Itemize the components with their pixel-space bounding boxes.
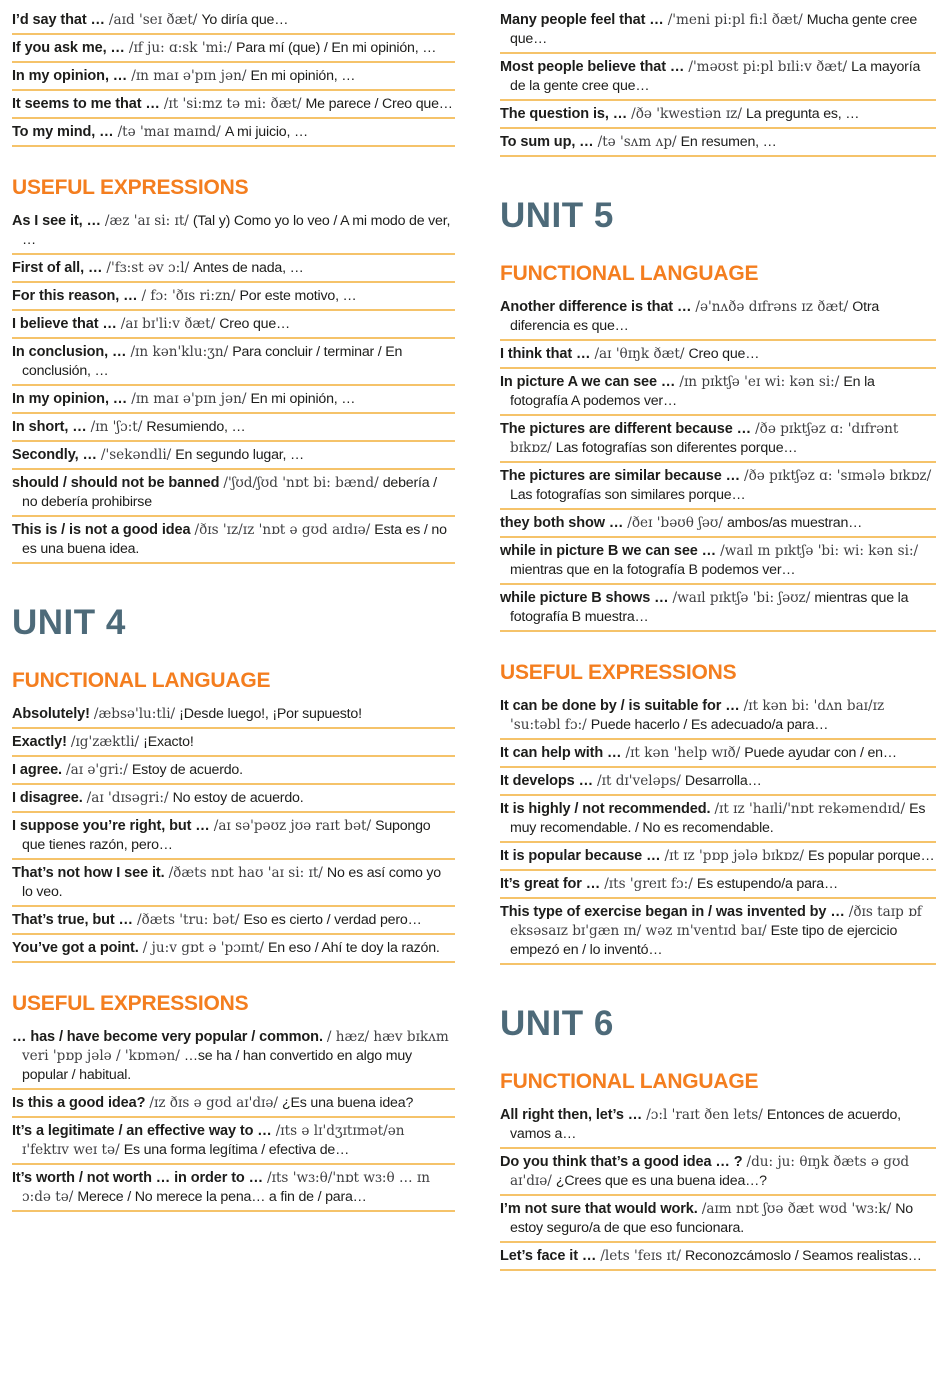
phrase-en: In short, … [12,419,87,435]
phrase-entry [500,419,936,463]
phrase-ipa: /du: ju: θɪŋk ðæts ə gʊd aɪ'dɪə/ [510,1154,910,1189]
phrase-es: En la fotografía A podemos ver… [510,374,875,409]
phrase-es: Puede ayudar con / en… [744,745,897,761]
phrase-ipa: / ju:v gɒt ə 'pɔɪnt/ [142,940,264,956]
phrase-ipa: /ðɪs taɪp ɒf eksəsaɪz bɪ'gæn ɪn/ wəz ɪn'ventɪd baɪ/ [510,904,922,939]
phrase-es: Es muy recomendable. / No es recomendable. [510,801,926,836]
phrase-en: The question is, … [500,106,628,122]
phrase-es: Resumiendo, … [146,419,246,435]
phrase-es: No estoy de acuerdo. [172,790,304,806]
phrase-en: It’s worth / not worth … in order to … [12,1170,264,1186]
phrase-es: Este tipo de ejercicio empezó en / lo inventó… [510,923,898,958]
phrase-es: Mucha gente cree que… [510,12,918,47]
phrase-entry [500,874,936,899]
phrase-es: ¡Exacto! [143,734,194,750]
phrase-es: …se ha / han convertido en algo muy popular / habitual. [22,1048,412,1083]
phrase-en: In conclusion, … [12,344,127,360]
phrase-es: En segundo lugar, … [175,447,304,463]
phrase-ipa: /ə'nʌðə dɪfrəns ɪz ðæt/ [695,299,849,315]
phrase-es: Para mí (que) / En mi opinión, … [236,40,437,56]
phrase-ipa: /'məʊst pi:pl bɪli:v ðæt/ [688,59,848,75]
phrase-es: No es así como yo lo veo. [22,865,441,900]
phrase-ipa: /aɪ 'θɪŋk ðæt/ [594,346,685,362]
phrase-entry [12,10,455,35]
phrase-ipa: /ɪt dɪ'veləps/ [597,773,681,789]
phrase-es: ¿Es una buena idea? [282,1095,414,1111]
phrase-es: En mi opinión, … [250,68,356,84]
phrase-ipa: /ɪts 'greɪt fɔ:/ [604,876,693,892]
phrase-en: It seems to me that … [12,96,160,112]
phrase-en: Exactly! [12,734,67,750]
phrase-ipa: /ɪn 'ʃɔ:t/ [90,419,143,435]
phrase-entry [12,94,455,119]
phrase-en: I think that … [500,346,591,362]
phrase-ipa: /ɪt ɪz 'haɪli/'nɒt rekəmendɪd/ [714,801,906,817]
phrase-entry [500,799,936,843]
phrase-entry [12,211,455,255]
phrase-entry [500,902,936,965]
column-right [500,10,936,1274]
phrase-entry [12,520,455,564]
section-heading: USEFUL EXPRESSIONS [500,661,737,684]
phrase-en: … has / have become very popular / common. [12,1029,323,1045]
phrase-entry [500,588,936,632]
phrase-entry [500,1199,936,1243]
phrase-es: Me parece / Creo que… [305,96,453,112]
phrase-entry [500,10,936,54]
phrase-en: The pictures are different because … [500,421,752,437]
phrase-entry [12,258,455,283]
phrase-entry [12,314,455,339]
phrase-entry [500,846,936,871]
phrase-es: Reconozcámoslo / Seamos realistas… [684,1248,922,1264]
phrase-entry [500,1105,936,1149]
phrase-ipa: /ɪn maɪ ə'pɪn jən/ [131,391,247,407]
section-heading: USEFUL EXPRESSIONS [12,992,249,1015]
phrase-es: En eso / Ahí te doy la razón. [267,940,440,956]
phrase-ipa: /ɪt kən 'help wɪð/ [625,745,741,761]
section-heading: FUNCTIONAL LANGUAGE [12,669,271,692]
phrase-es: Es estupendo/a para… [696,876,838,892]
phrase-entry [12,473,455,517]
phrase-ipa: /ðæts 'tru: bət/ [136,912,240,928]
phrase-en: In picture A we can see … [500,374,676,390]
phrase-ipa: /ðeɪ 'bəʊθ ʃəʊ/ [627,515,723,531]
phrase-ipa: /aɪ 'dɪsəgri:/ [86,790,169,806]
phrase-ipa: /aɪ ə'gri:/ [66,762,128,778]
phrase-ipa: /waɪl ɪn pɪktʃə 'bi: wi: kən si:/ [720,543,919,559]
phrase-entry [500,743,936,768]
phrase-en: I suppose you’re right, but … [12,818,210,834]
phrase-es: Entonces de acuerdo, vamos a… [510,1107,901,1142]
phrase-entry [12,342,455,386]
phrase-en: To sum up, … [500,134,594,150]
phrase-en: It can be done by / is suitable for … [500,698,740,714]
phrase-entry [500,771,936,796]
phrase-entry [500,1246,936,1271]
phrase-ipa: /ɪts 'wɜ:θ/'nɒt wɜ:θ … ɪn ɔ:də tə/ [22,1170,430,1205]
phrase-entry [12,1121,455,1165]
phrase-en: That’s not how I see it. [12,865,165,881]
phrase-es: Las fotografías son similares porque… [510,487,746,503]
phrase-es: En resumen, … [680,134,777,150]
phrase-ipa: /'fɜ:st əv ɔ:l/ [106,260,190,276]
phrase-entry [500,344,936,369]
section-heading: FUNCTIONAL LANGUAGE [500,1070,759,1093]
phrase-en: This type of exercise began in / was invented by … [500,904,845,920]
phrase-es: La mayoría de la gente cree que… [510,59,921,94]
phrase-entry [500,466,936,510]
phrase-en: Is this a good idea? [12,1095,146,1111]
phrase-es: Puede hacerlo / Es adecuado/a para… [590,717,829,733]
phrase-en: should / should not be banned [12,475,220,491]
phrase-en: Absolutely! [12,706,90,722]
unit-heading: UNIT 5 [500,196,614,235]
phrase-entry [12,760,455,785]
phrase-ipa: /ɪt 'si:mz tə mi: ðæt/ [163,96,302,112]
phrase-es: Yo diría que… [201,12,289,28]
phrase-en: The pictures are similar because … [500,468,740,484]
phrase-ipa: /lets 'feɪs ɪt/ [600,1248,681,1264]
phrase-entry [12,417,455,442]
phrase-entry [500,104,936,129]
phrase-es: Es popular porque… [807,848,935,864]
phrase-ipa: /ðə pɪktʃəz ɑ: 'dɪfrənt bɪkɒz/ [510,421,899,456]
phrase-ipa: /ɪn kən'klu:ʒn/ [130,344,229,360]
phrase-entry [500,372,936,416]
phrase-es: En mi opinión, … [250,391,356,407]
phrase-es: Estoy de acuerdo. [131,762,243,778]
phrase-entry [12,1168,455,1212]
phrase-es: ¿Crees que es una buena idea…? [555,1173,767,1189]
phrase-entry [12,816,455,860]
phrase-ipa: /tə 'maɪ maɪnd/ [117,124,221,140]
phrase-en: For this reason, … [12,288,138,304]
phrase-ipa: /ðɪs 'ɪz/ɪz 'nɒt ə gʊd aɪdɪə/ [194,522,371,538]
phrase-es: Por este motivo, … [239,288,357,304]
phrase-ipa: /æbsə'lu:tli/ [93,706,176,722]
phrase-es: Desarrolla… [684,773,762,789]
phrase-es: Es una forma legítima / efectiva de… [123,1142,350,1158]
phrase-ipa: /æz 'aɪ si: ɪt/ [104,213,189,229]
phrase-es: mientras que la fotografía B muestra… [510,590,909,625]
phrase-en: I’m not sure that would work. [500,1201,698,1217]
phrase-ipa: /tə 'sʌm ʌp/ [597,134,677,150]
phrase-en: It’s great for … [500,876,601,892]
phrase-en: I believe that … [12,316,117,332]
phrase-en: If you ask me, … [12,40,125,56]
phrase-entry [500,57,936,101]
phrase-en: Do you think that’s a good idea … ? [500,1154,743,1170]
phrase-es: Otra diferencia es que… [510,299,880,334]
phrase-es: (Tal y) Como yo lo veo / A mi modo de ver, … [22,213,451,248]
phrase-es: debería / no debería prohibirse [22,475,437,510]
phrase-ipa: /ɪn pɪktʃə 'eɪ wi: kən si:/ [679,374,840,390]
phrase-en: This is / is not a good idea [12,522,191,538]
unit-heading: UNIT 6 [500,1004,614,1043]
phrase-en: Many people feel that … [500,12,664,28]
phrase-es: A mi juicio, … [224,124,308,140]
phrase-en: It develops … [500,773,593,789]
phrase-en: In my opinion, … [12,68,128,84]
phrase-en: It’s a legitimate / an effective way to … [12,1123,272,1139]
phrase-es: Esta es / no es una buena idea. [22,522,447,557]
phrase-es: Antes de nada, … [193,260,304,276]
phrase-en: Most people believe that … [500,59,685,75]
phrase-es: Supongo que tienes razón, pero… [22,818,431,853]
phrase-entry [500,541,936,585]
phrase-ipa: /aɪm nɒt ʃʊə ðæt wʊd 'wɜ:k/ [701,1201,892,1217]
phrase-entry [12,1093,455,1118]
phrase-en: I agree. [12,762,62,778]
phrase-en: You’ve got a point. [12,940,139,956]
phrase-es: Eso es cierto / verdad pero… [243,912,422,928]
phrase-en: That’s true, but … [12,912,133,928]
phrase-en: It is popular because … [500,848,661,864]
phrase-ipa: /'ʃʊd/ʃʊd 'nɒt bi: bænd/ [223,475,379,491]
phrase-ipa: /ɪt kən bi: 'dʌn baɪ/ɪz 'su:təbl fɔ:/ [510,698,885,733]
phrase-es: Creo que… [688,346,760,362]
phrase-ipa: /ðə 'kwestiən ɪz/ [631,106,742,122]
phrase-entry [500,1152,936,1196]
phrase-entry [12,732,455,757]
phrase-ipa: /ɪz ðɪs ə gʊd aɪ'dɪə/ [149,1095,279,1111]
phrase-entry [12,122,455,147]
section-heading: FUNCTIONAL LANGUAGE [500,262,759,285]
phrase-es: Para concluir / terminar / En conclusión, … [22,344,403,379]
phrase-es: No estoy seguro/a de que eso funcionara. [510,1201,914,1236]
phrase-entry [500,696,936,740]
phrase-en: All right then, let’s … [500,1107,643,1123]
phrase-entry [12,38,455,63]
phrase-ipa: /ɪg'zæktli/ [70,734,140,750]
phrase-en: Another difference is that … [500,299,692,315]
phrase-es: mientras que en la fotografía B podemos ver… [510,562,796,578]
phrase-ipa: /ɪt ɪz 'pɒp jələ bɪkɒz/ [664,848,804,864]
phrase-ipa: /'meni pi:pl fi:l ðæt/ [667,12,803,28]
phrase-es: ¡Desde luego!, ¡Por supuesto! [179,706,362,722]
phrase-ipa: / hæz/ hæv bɪkʌm veri 'pɒp jələ / 'kɒmən/ [22,1029,449,1064]
phrase-ipa: /ɪf ju: ɑ:sk 'mi:/ [128,40,232,56]
phrase-ipa: /ðæts nɒt haʊ 'aɪ si: ɪt/ [168,865,323,881]
phrase-entry [12,910,455,935]
phrase-entry [12,938,455,963]
phrase-entry [12,1027,455,1090]
phrase-entry [12,704,455,729]
phrase-en: while picture B shows … [500,590,669,606]
phrase-entry [500,297,936,341]
phrase-ipa: /ɪn maɪ ə'pɪn jən/ [131,68,247,84]
phrase-ipa: /'sekəndli/ [100,447,172,463]
column-left [12,10,455,1215]
phrase-en: To my mind, … [12,124,114,140]
phrase-en: Let’s face it … [500,1248,597,1264]
phrase-entry [12,66,455,91]
phrase-ipa: /ɪts ə lɪ'dʒɪtɪmət/ən ɪ'fektɪv weɪ tə/ [22,1123,405,1158]
phrase-entry [12,863,455,907]
phrase-ipa: / fɔ: 'ðɪs ri:zn/ [141,288,236,304]
phrase-ipa: /aɪ bɪ'li:v ðæt/ [120,316,216,332]
phrase-en: I disagree. [12,790,83,806]
phrase-es: Las fotografías son diferentes porque… [555,440,798,456]
phrase-en: I’d say that … [12,12,105,28]
phrase-ipa: /ðə pɪktʃəz ɑ: 'sɪmələ bɪkɒz/ [744,468,932,484]
phrase-entry [500,513,936,538]
unit-heading: UNIT 4 [12,603,126,642]
phrase-es: Merece / No merece la pena… a fin de / para… [77,1189,367,1205]
phrase-en: they both show … [500,515,624,531]
phrase-en: It can help with … [500,745,622,761]
phrase-en: First of all, … [12,260,103,276]
phrase-en: It is highly / not recommended. [500,801,711,817]
section-heading: USEFUL EXPRESSIONS [12,176,249,199]
phrase-ipa: /ɔ:l 'raɪt ðen lets/ [646,1107,763,1123]
phrase-ipa: /aɪd 'seɪ ðæt/ [108,12,198,28]
phrase-es: La pregunta es, … [745,106,860,122]
phrase-entry [12,445,455,470]
phrase-en: In my opinion, … [12,391,128,407]
phrase-en: Secondly, … [12,447,97,463]
phrase-ipa: /waɪl pɪktʃə 'bi: ʃəʊz/ [672,590,811,606]
phrase-ipa: /aɪ sə'pəʊz jʊə raɪt bət/ [213,818,372,834]
phrase-es: ambos/as muestran… [726,515,863,531]
phrase-entry [500,132,936,157]
phrase-entry [12,286,455,311]
phrase-en: while in picture B we can see … [500,543,717,559]
phrase-es: Creo que… [219,316,291,332]
phrase-entry [12,788,455,813]
phrase-entry [12,389,455,414]
phrase-en: As I see it, … [12,213,101,229]
